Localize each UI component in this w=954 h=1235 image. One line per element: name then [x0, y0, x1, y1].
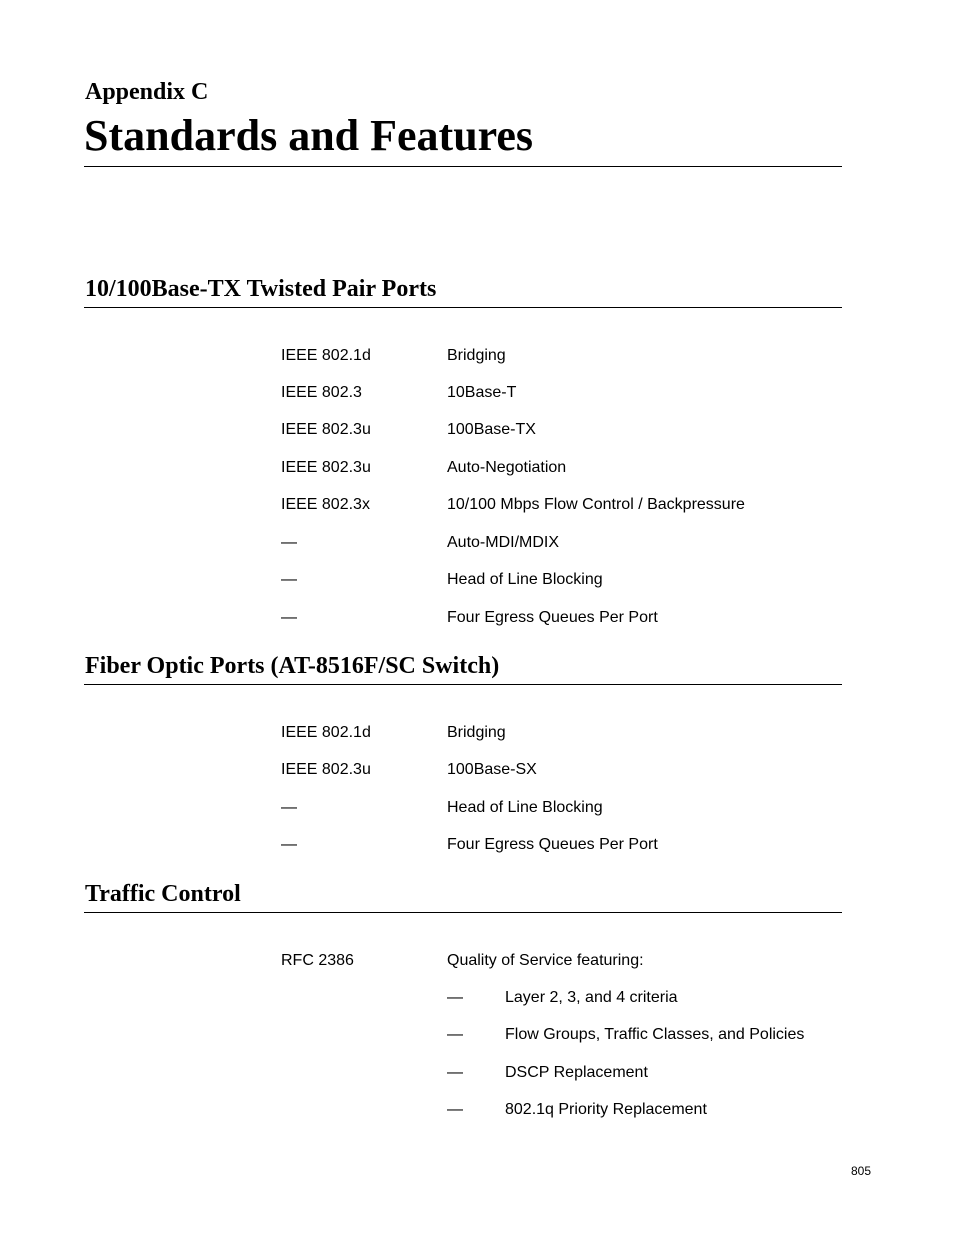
feature-cell: Bridging [447, 724, 506, 741]
standard-cell: IEEE 802.1d [281, 347, 371, 364]
page-number: 805 [851, 1164, 872, 1178]
section-heading-traffic-control: Traffic Control [85, 881, 241, 907]
section-divider [84, 307, 842, 308]
standard-cell: — [281, 571, 297, 588]
table-row [0, 569, 954, 591]
standard-cell: — [281, 799, 297, 816]
sub-item-text: DSCP Replacement [505, 1064, 648, 1081]
sub-item-text: Layer 2, 3, and 4 criteria [505, 989, 678, 1006]
standard-cell: — [281, 836, 297, 853]
sub-item-dash: — [447, 1101, 463, 1118]
feature-cell: Four Egress Queues Per Port [447, 609, 658, 626]
standard-cell: IEEE 802.3x [281, 496, 370, 513]
standard-cell: — [281, 609, 297, 626]
feature-cell: Head of Line Blocking [447, 571, 603, 588]
feature-cell: 100Base-SX [447, 761, 537, 778]
sub-item-dash: — [447, 989, 463, 1006]
section-heading-twisted-pair: 10/100Base-TX Twisted Pair Ports [85, 276, 437, 302]
standard-cell: IEEE 802.3u [281, 761, 371, 778]
feature-cell: Auto-MDI/MDIX [447, 534, 560, 551]
feature-cell: 10/100 Mbps Flow Control / Backpressure [447, 496, 745, 513]
feature-cell: Bridging [447, 347, 506, 364]
sub-list-item [0, 1099, 954, 1121]
table-row [0, 419, 954, 441]
table-row [0, 382, 954, 404]
table-row [0, 345, 954, 367]
feature-cell: Head of Line Blocking [447, 799, 603, 816]
table-row [0, 607, 954, 629]
standard-cell: IEEE 802.3u [281, 459, 371, 476]
feature-cell: Auto-Negotiation [447, 459, 567, 476]
table-row [0, 950, 954, 972]
table-row [0, 532, 954, 554]
feature-cell: 100Base-TX [447, 421, 536, 438]
standard-cell: IEEE 802.3u [281, 421, 371, 438]
table-row [0, 722, 954, 744]
section-heading-fiber-optic: Fiber Optic Ports (AT-8516F/SC Switch) [85, 653, 500, 679]
sub-list-item [0, 1062, 954, 1084]
section-divider [84, 684, 842, 685]
sub-item-dash: — [447, 1064, 463, 1081]
table-row [0, 797, 954, 819]
table-row [0, 457, 954, 479]
sub-list-item [0, 1024, 954, 1046]
standard-cell: RFC 2386 [281, 952, 354, 969]
sub-list-item [0, 987, 954, 1009]
table-row [0, 494, 954, 516]
appendix-label: Appendix C [85, 79, 209, 105]
feature-cell: Four Egress Queues Per Port [447, 836, 658, 853]
table-row [0, 759, 954, 781]
title-divider [84, 166, 842, 167]
feature-cell: 10Base-T [447, 384, 517, 401]
feature-cell: Quality of Service featuring: [447, 952, 644, 969]
table-row [0, 834, 954, 856]
sub-item-text: 802.1q Priority Replacement [505, 1101, 707, 1118]
sub-item-dash: — [447, 1026, 463, 1043]
standard-cell: IEEE 802.3 [281, 384, 362, 401]
sub-item-text: Flow Groups, Traffic Classes, and Policies [505, 1026, 805, 1043]
section-divider [84, 912, 842, 913]
standard-cell: IEEE 802.1d [281, 724, 371, 741]
standard-cell: — [281, 534, 297, 551]
page-title: Standards and Features [84, 111, 534, 160]
